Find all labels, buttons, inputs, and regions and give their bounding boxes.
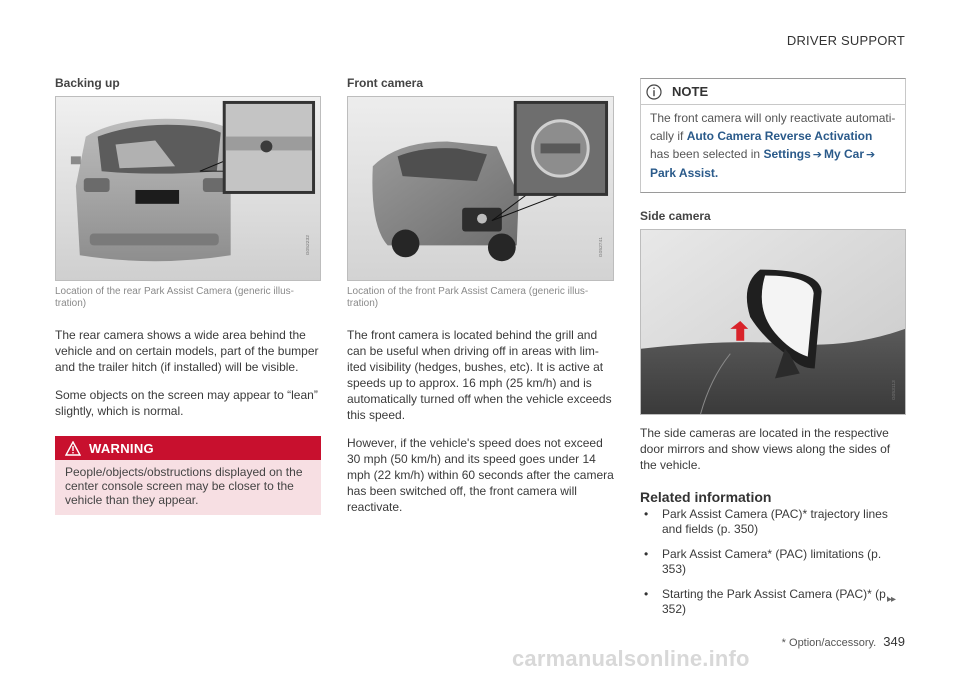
related-links-list <box>640 507 906 617</box>
column-side-camera <box>640 78 906 627</box>
section-title-backing-up: Backing up <box>55 76 120 90</box>
warning-label: WARNING <box>89 440 154 456</box>
column-front-camera <box>347 76 614 515</box>
section-header: DRIVER SUPPORT <box>786 33 905 48</box>
rear-car-image <box>56 97 320 280</box>
note-text-b: has been selected in <box>650 147 761 161</box>
auto-camera-reverse-activation-setting: Auto Camera Reverse Activation <box>686 129 873 143</box>
page-number: 349 <box>883 634 905 649</box>
next-page-arrows-icon[interactable]: ▸▸ <box>887 594 896 605</box>
front-camera-paragraph-2: However, if the vehicle's speed does not exceed 30 mph (50 km/h) and its speed goes under 14 mph (22 km/h) within 60 seconds after the camera has been switched off, the front camera will reactivate. <box>347 436 614 514</box>
warning-box <box>55 436 321 515</box>
rear-camera-illustration <box>55 96 321 281</box>
figure-caption-front: Location of the front Park Assist Camera (generic illus-tration) <box>347 286 589 309</box>
path-arrow-icon: ➔ <box>812 149 822 161</box>
rear-camera-paragraph-2: Some objects on the screen may appear to “lean” slightly, which is normal. <box>55 388 318 418</box>
side-mirror-image <box>641 230 905 414</box>
related-link-trajectory-lines[interactable]: • Park Assist Camera (PAC)* trajectory lines and fields (p. 350) <box>640 507 906 537</box>
warning-header <box>55 436 321 460</box>
figure-code-front: G052741 <box>599 236 605 258</box>
column-backing-up <box>55 76 321 515</box>
section-title-side-camera: Side camera <box>640 209 711 223</box>
front-camera-illustration <box>347 96 614 281</box>
section-title-front-camera: Front camera <box>347 76 424 90</box>
note-header <box>641 79 905 105</box>
path-arrow-icon: ➔ <box>866 149 876 161</box>
figure-caption-rear: Location of the rear Park Assist Camera (generic illus-tration) <box>55 286 294 309</box>
note-text <box>641 105 905 182</box>
figure-code-side: G053113 <box>892 380 898 401</box>
front-car-image <box>348 97 613 280</box>
warning-triangle-icon <box>65 441 81 456</box>
option-accessory-note: * Option/accessory. <box>781 637 877 649</box>
note-text-a: The front camera will only reactivate automati-cally if <box>650 111 896 143</box>
page-footer <box>782 634 905 649</box>
settings-path-1: Settings <box>763 147 811 161</box>
site-watermark: carmanualsonline.info <box>512 646 750 671</box>
note-box <box>640 78 906 193</box>
rear-camera-paragraph-1: The rear camera shows a wide area behind the vehicle and on certain models, part of the bumper and the trailer hitch (if installed) will be visible. <box>55 328 319 374</box>
settings-path-3: Park Assist. <box>650 166 719 180</box>
related-information-heading: Related information <box>640 489 772 505</box>
figure-code-rear: G052232 <box>306 234 312 256</box>
side-camera-paragraph-1: The side cameras are located in the respective door mirrors and show views along the sides of the vehicle. <box>640 426 891 472</box>
warning-text: People/objects/obstructions displayed on the center console screen may be closer to the vehicle than they appear. <box>65 465 303 507</box>
info-icon <box>646 84 662 100</box>
side-camera-illustration <box>640 229 906 415</box>
front-camera-paragraph-1: The front camera is located behind the grill and can be useful when driving off in areas with lim-ited visibility (hedges, bushes, etc). It is active at speeds up to approx. 16 mph (25 km/h) and is automatically turned off when the vehicle exceeds this speed. <box>347 328 612 422</box>
settings-path-2: My Car <box>824 147 865 161</box>
related-link-starting-pac[interactable]: • Starting the Park Assist Camera (PAC)* (p. 352) <box>640 587 906 617</box>
note-label: NOTE <box>672 84 709 99</box>
related-link-limitations[interactable]: • Park Assist Camera* (PAC) limitations (p. 353) <box>640 547 906 577</box>
